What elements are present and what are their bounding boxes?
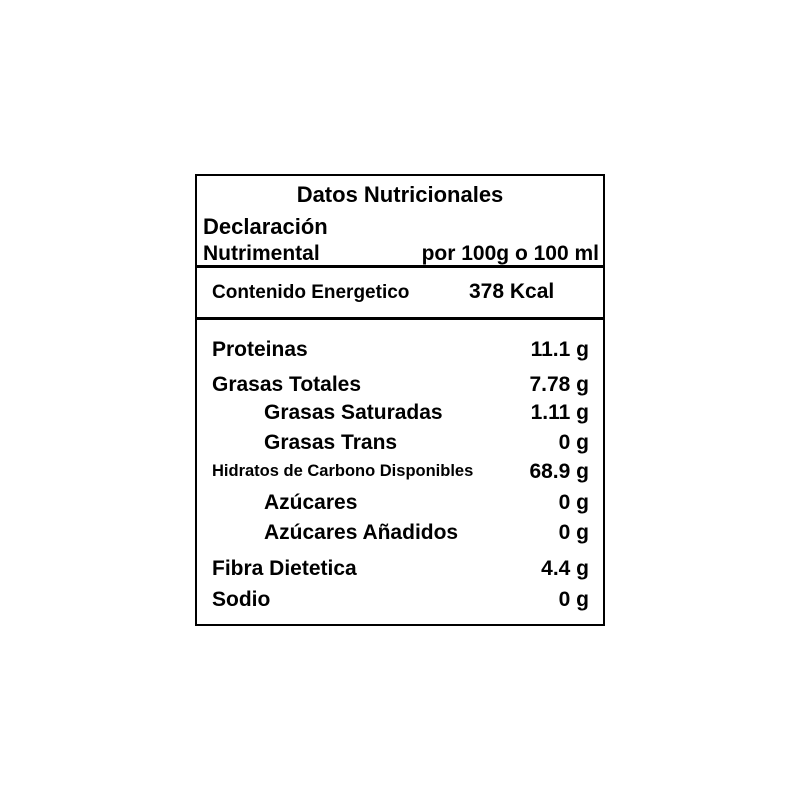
nutrient-row-hidratos (197, 460, 603, 486)
nutrient-value: 0 g (558, 491, 589, 514)
label-title: Datos Nutricionales (296, 182, 504, 207)
nutrient-name: Grasas Saturadas (264, 401, 443, 424)
nutrient-name: Grasas Trans (264, 431, 398, 454)
nutrient-name: Grasas Totales (212, 373, 362, 396)
energy-value: 378 Kcal (469, 280, 555, 303)
nutrient-row-grasas-trans (197, 431, 603, 457)
nutrient-name: Azúcares (264, 491, 358, 514)
nutrient-name: Proteinas (212, 338, 308, 361)
nutrient-value: 0 g (558, 431, 589, 454)
nutrient-value: 1.11 g (530, 401, 589, 424)
nutrient-value: 11.1 g (530, 338, 589, 361)
energy-section (197, 268, 603, 320)
nutrient-value: 68.9 g (529, 460, 589, 483)
nutrimental-label: Nutrimental (203, 242, 320, 265)
nutrient-row-azucares-anadidos (197, 521, 603, 547)
nutrient-name: Fibra Dietetica (212, 557, 357, 580)
nutrient-value: 4.4 g (541, 557, 589, 580)
nutrient-list (197, 320, 603, 626)
nutrient-row-proteinas (197, 338, 603, 364)
nutrient-name: Sodio (212, 588, 271, 611)
nutrient-value: 0 g (558, 588, 589, 611)
nutrient-name: Hidratos de Carbono Disponibles (212, 462, 474, 480)
declaration-label: Declaración (203, 214, 328, 239)
nutrient-row-grasas-totales (197, 373, 603, 399)
nutrient-value: 7.78 g (529, 373, 589, 396)
nutrient-value: 0 g (558, 521, 589, 544)
nutrition-label (195, 174, 605, 626)
nutrient-row-azucares (197, 491, 603, 517)
nutrient-row-fibra (197, 557, 603, 583)
nutrient-row-grasas-saturadas (197, 401, 603, 427)
nutrient-name: Azúcares Añadidos (264, 521, 459, 544)
nutrient-row-sodio (197, 588, 603, 614)
serving-basis: por 100g o 100 ml (421, 242, 599, 265)
label-header (197, 176, 603, 268)
energy-label: Contenido Energetico (212, 282, 410, 303)
